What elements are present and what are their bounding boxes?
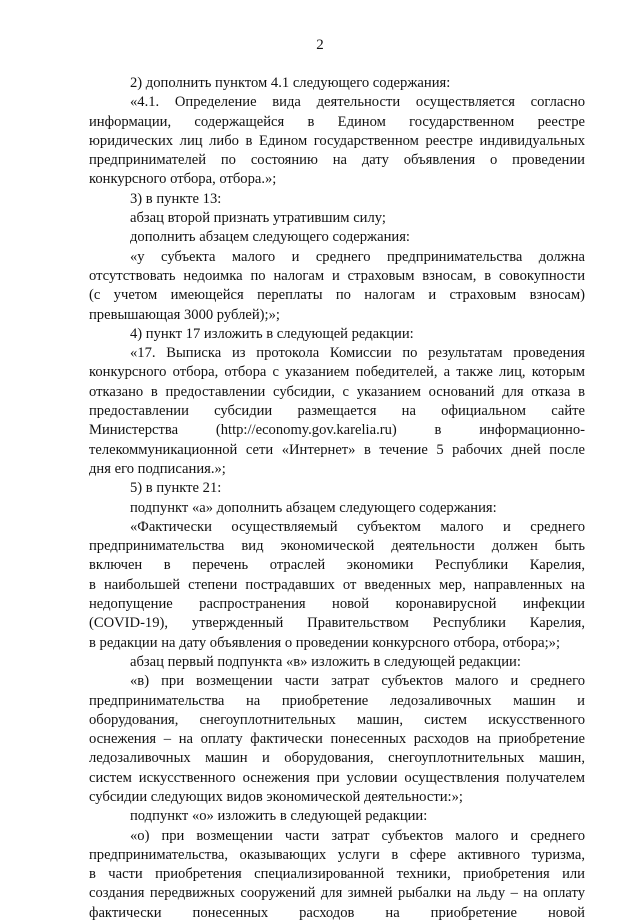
text-line: в редакции на дату объявления о проведении конкурсного отбора, отбора;»; [89,634,561,651]
text-line: 3) в пункте 13: [130,190,222,207]
text-line: оснежения – на оплату фактически понесенных расходов на приобретение [89,731,585,748]
text-line: «Фактически осуществляемый субъектом малого и среднего [130,518,585,535]
text-line: «4.1. Определение вида деятельности осуществляется согласно [130,94,585,111]
text-line: отсутствовать недоимка по налогам и страховым взносам, в совокупности [89,267,585,284]
text-line: предпринимательства, оказывающих услуги в сфере активного туризма, [89,846,585,863]
text-line: предоставлении субсидии размещается на официальном сайте [89,403,585,420]
text-line: конкурсного отбора, отбора с указанием победителей, а также лиц, которым [89,364,585,381]
text-line: 2) дополнить пунктом 4.1 следующего содержания: [130,75,451,91]
text-line: включен в перечень отраслей экономики Республики Карелия, [89,557,585,574]
text-line: подпункт «о» изложить в следующей редакции: [130,808,428,825]
text-line: создания передвижных сооружений для зимней рыбалки на льду – на оплату [89,885,585,902]
text-line: информации, содержащейся в Едином государственном реестре [89,113,585,130]
text-line: 5) в пункте 21: [130,480,222,497]
text-line: недопущение распространения новой коронавирусной инфекции [89,596,585,613]
text-line: дня его подписания.»; [89,460,226,477]
text-line: конкурсного отбора, отбора.»; [89,171,277,188]
text-line: (COVID-19), утвержденный Правительством Республики Карелия, [89,615,585,632]
text-line: превышающая 3000 рублей);»; [89,306,280,323]
text-line: абзац второй признать утратившим силу; [130,210,386,227]
text-line: (с учетом имеющейся переплаты по налогам и страховым взносам) [89,287,585,304]
text-line: ледозаливочных машин и оборудования, снегоуплотнительных машин, [89,750,585,767]
text-line: «у субъекта малого и среднего предпринимательства должна [130,248,585,265]
text-line: предпринимательства на приобретение ледозаливочных машин и [89,692,585,709]
page-number: 2 [316,37,324,53]
text-line: Министерства (http://economy.gov.karelia.ru) в информационно- [89,422,585,439]
text-line: в части приобретения специализированной техники, приобретения или [89,866,585,883]
text-line: систем искусственного оснежения при условии осуществления получателем [89,769,585,786]
text-line: субсидии следующих видов экономической деятельности:»; [89,788,463,805]
text-line: «в) при возмещении части затрат субъектов малого и среднего [130,673,585,690]
text-line: оборудования, снегоуплотнительных машин, систем искусственного [89,711,585,728]
text-line: в наибольшей степени пострадавших от введенных мер, направленных на [89,576,585,593]
text-line: подпункт «а» дополнить абзацем следующего содержания: [130,499,497,516]
text-line: дополнить абзацем следующего содержания: [130,229,410,246]
text-line: предпринимательства вид экономической деятельности должен быть [89,538,585,555]
text-line: юридических лиц либо в Едином государственном реестре индивидуальных [89,132,585,149]
text-line: фактически понесенных расходов на приобретение новой [89,904,585,921]
text-line: предпринимателей по состоянию на дату объявления о проведении [89,152,585,169]
text-line: «17. Выписка из протокола Комиссии по результатам проведения [130,345,585,362]
text-line: «о) при возмещении части затрат субъектов малого и среднего [130,827,585,844]
document-body [89,74,585,923]
text-line: 4) пункт 17 изложить в следующей редакции: [130,325,414,342]
text-line: телекоммуникационной сети «Интернет» в течение 5 рабочих дней после [89,441,585,458]
text-line: абзац первый подпункта «в» изложить в следующей редакции: [130,653,521,670]
text-line: отказано в предоставлении субсидии, с указанием оснований для отказа в [89,383,585,400]
